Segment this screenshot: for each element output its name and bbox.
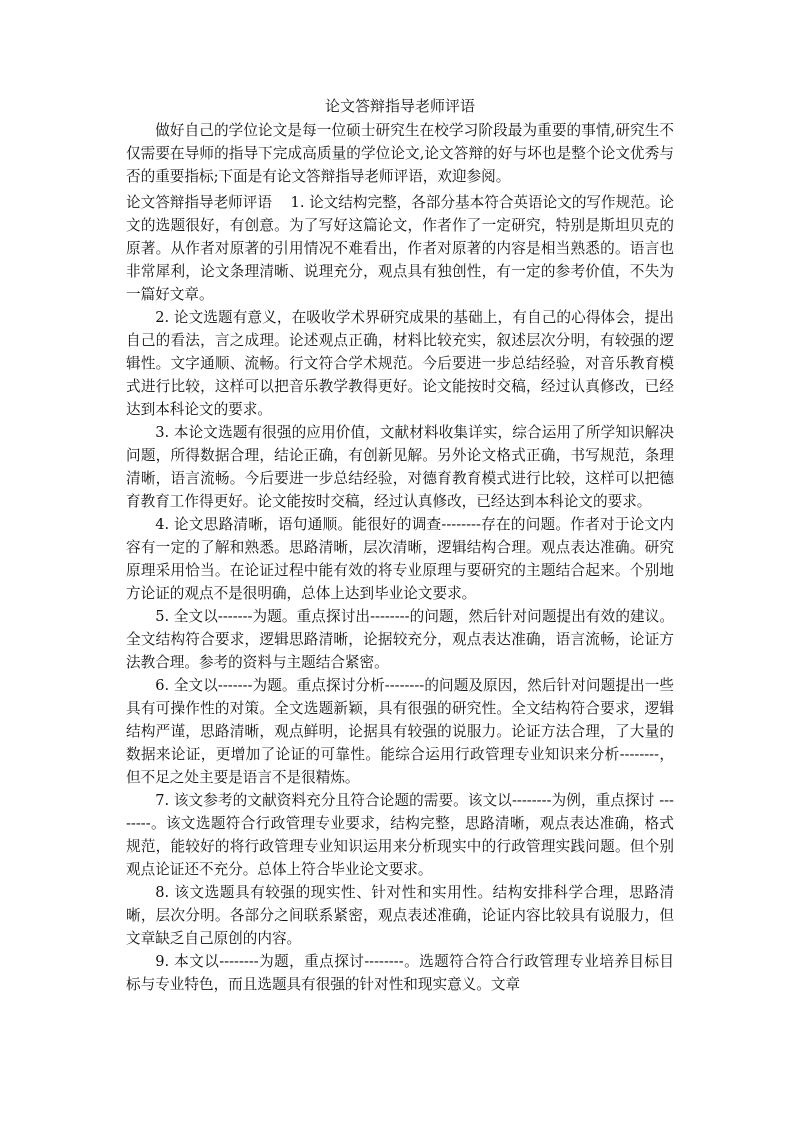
comment-paragraph-3: 3. 本论文选题有很强的应用价值，文献材料收集详实，综合运用了所学知识解决问题，所得数据合理，结论正确，有创新见解。另外论文格式正确，书写规范，条理清晰，语言流畅。今后要进一步总结经验，对德育教育模式进行比较，这样可以把德育教育工作得更好。论文能按时交稿，经过认真修改，已经达到本科论文的要求。 — [126, 424, 674, 510]
comment-paragraph-2: 2. 论文选题有意义，在吸收学术界研究成果的基础上，有自己的心得体会，提出自己的看法，言之成理。论述观点正确，材料比较充实，叙述层次分明，有较强的逻辑性。文字通顺、流畅。行文符合学术规范。今后要进一步总结经验，对音乐教育模式进行比较，这样可以把音乐教学教得更好。论文能按时交稿，经过认真修改，已经达到本科论文的要求。 — [126, 309, 674, 418]
document-page — [126, 94, 674, 996]
comment-paragraph-5: 5. 全文以-------为题。重点探讨出--------的问题，然后针对问题提出有效的建议。全文结构符合要求，逻辑思路清晰，论据较充分，观点表达准确，语言流畅，论证方法教合理。参考的资料与主题结合紧密。 — [126, 608, 674, 671]
comment-paragraph-4: 4. 论文思路清晰，语句通顺。能很好的调查--------存在的问题。作者对于论文内容有一定的了解和熟悉。思路清晰，层次清晰，逻辑结构合理。观点表达准确。研究原理采用恰当。在论证过程中能有效的将专业原理与要研究的主题结合起来。个别地方论证的观点不是很明确，总体上达到毕业论文要求。 — [126, 516, 674, 602]
comment-paragraph-8: 8. 该文选题具有较强的现实性、针对性和实用性。结构安排科学合理，思路清晰，层次分明。各部分之间联系紧密，观点表述准确，论证内容比较具有说服力，但文章缺乏自己原创的内容。 — [126, 884, 674, 947]
document-title: 论文答辩指导老师评语 — [324, 97, 475, 115]
comment-paragraph-9: 9. 本文以--------为题，重点探讨--------。选题符合符合行政管理专业培养目标目标与专业特色，而且选题具有很强的针对性和现实意义。文章 — [126, 953, 674, 993]
intro-paragraph: 做好自己的学位论文是每一位硕士研究生在校学习阶段最为重要的事情,研究生不仅需要在导师的指导下完成高质量的学位论文,论文答辩的好与坏也是整个论文优秀与否的重要指标;下面是有论文答辩指导老师评语，欢迎参阅。 — [126, 122, 674, 185]
comment-paragraph-6: 6. 全文以-------为题。重点探讨分析--------的问题及原因，然后针对问题提出一些具有可操作性的对策。全文选题新颖，具有很强的研究性。全文结构符合要求，逻辑结构严谨，思路清晰，观点鲜明，论据具有较强的说服力。论证方法合理，了大量的数据来论证，更增加了论证的可靠性。能综合运用行政管理专业知识来分析--------，但不足之处主要是语言不是很精炼。 — [126, 677, 674, 786]
comment-paragraph-1: 论文答辩指导老师评语 1. 论文结构完整，各部分基本符合英语论文的写作规范。论文的选题很好，有创意。为了写好这篇论文，作者作了一定研究，特别是斯坦贝克的原著。从作者对原著的引用情况不难看出，作者对原著的内容是相当熟悉的。语言也非常犀利，论文条理清晰、说理充分，观点具有独创性，有一定的参考价值，不失为一篇好文章。 — [126, 194, 674, 303]
comment-paragraph-7: 7. 该文参考的文献资料充分且符合论题的需要。该文以--------为例，重点探讨 --------。该文选题符合行政管理专业要求，结构完整，思路清晰，观点表达准确，格式规范，能较好的将行政管理专业知识运用来分析现实中的行政管理实践问题。但个别观点论证还不充分。总体上符合毕业论文要求。 — [126, 792, 674, 878]
